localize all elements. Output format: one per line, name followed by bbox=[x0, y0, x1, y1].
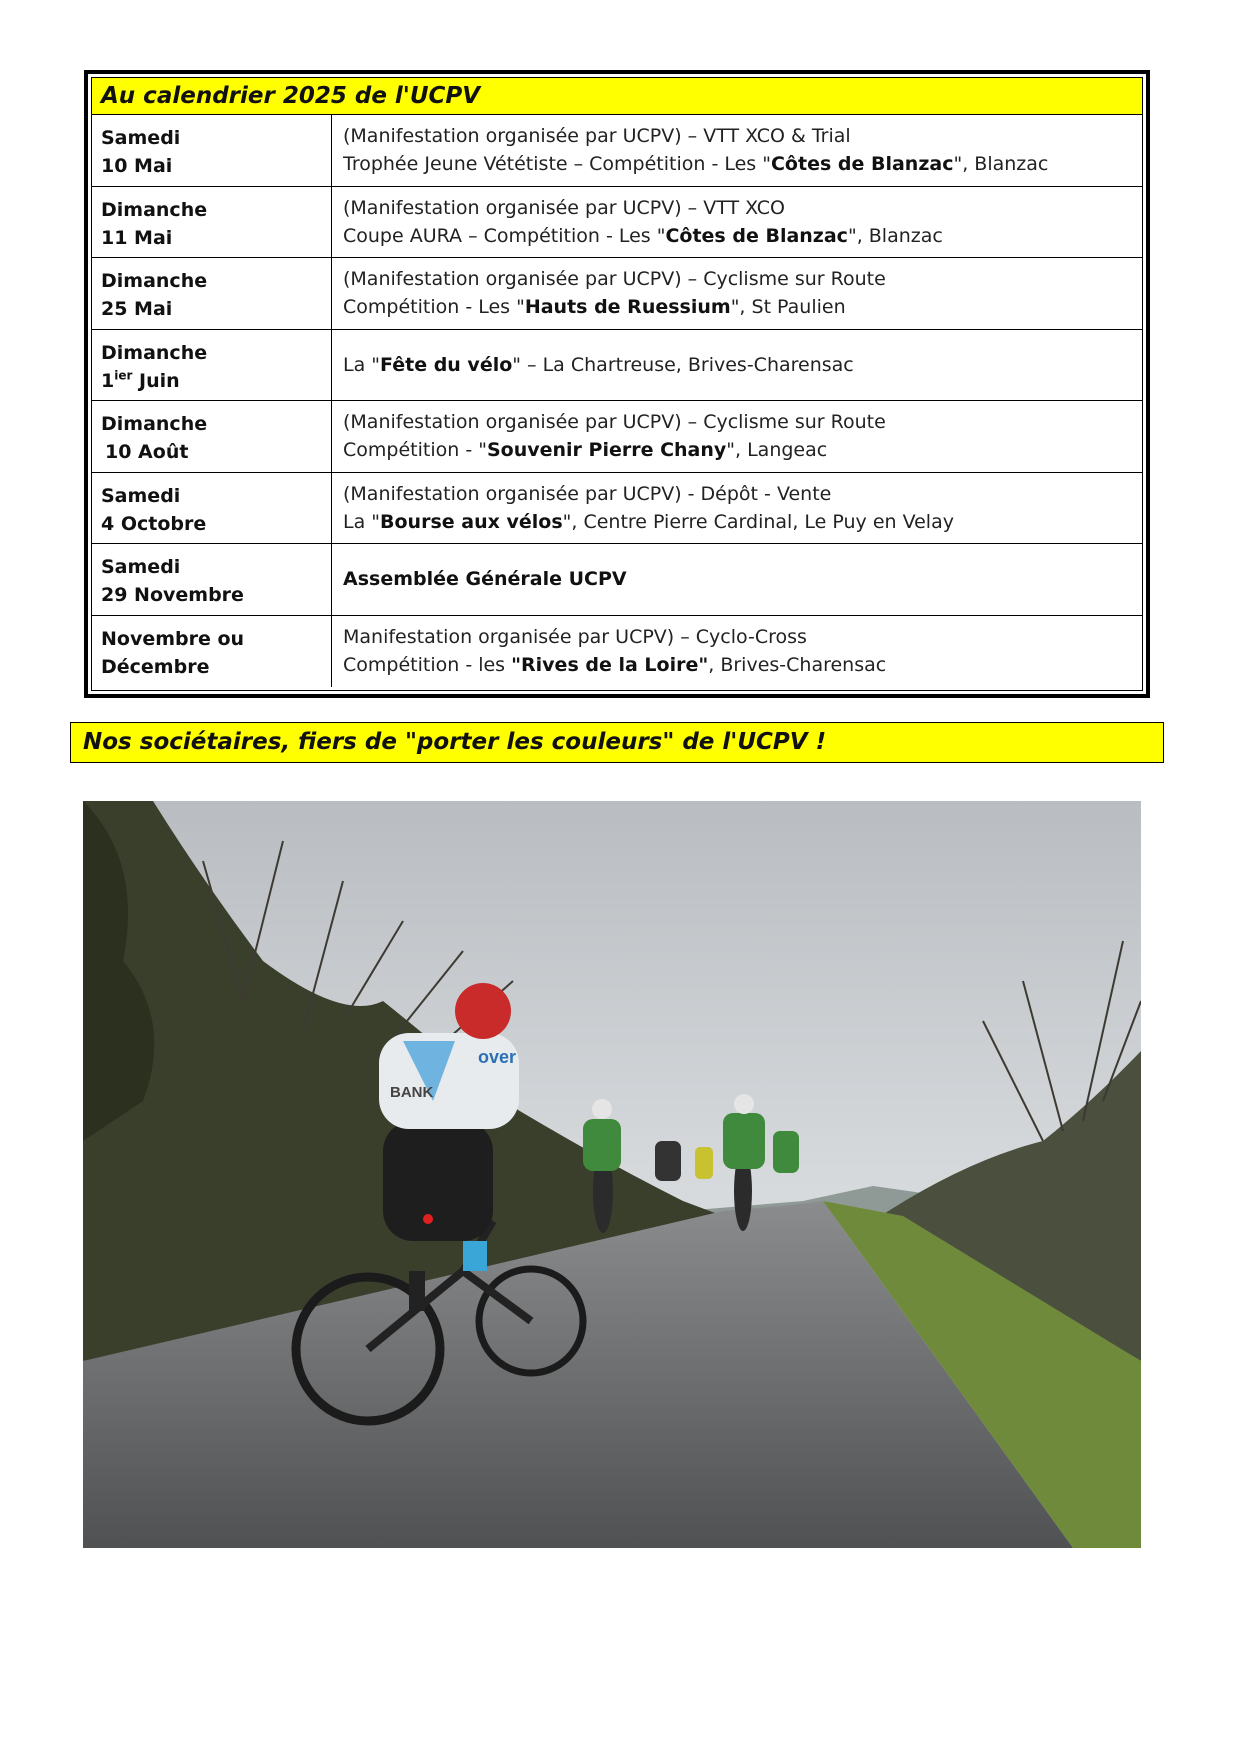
event-line-1: (Manifestation organisée par UCPV) – VTT XCO & Trial bbox=[343, 125, 851, 148]
cyclists-illustration bbox=[83, 801, 1141, 1548]
event-date bbox=[92, 616, 332, 688]
event-description bbox=[332, 115, 1142, 186]
cyclists-photo bbox=[83, 801, 1141, 1548]
event-day: Dimanche bbox=[101, 198, 208, 221]
event-day: Samedi bbox=[101, 127, 181, 149]
event-line-1: (Manifestation organisée par UCPV) – Cyclisme sur Route bbox=[343, 268, 886, 291]
event-date bbox=[92, 401, 332, 472]
event-day: Samedi bbox=[101, 484, 181, 507]
event-day: Dimanche bbox=[101, 341, 208, 364]
event-description bbox=[332, 401, 1142, 472]
event-line-1: La "Fête du vélo" – La Chartreuse, Brives-Charensac bbox=[343, 353, 854, 376]
calendar-title: Au calendrier 2025 de l'UCPV bbox=[92, 78, 1142, 115]
jersey-text-over: over bbox=[478, 1047, 517, 1067]
event-day: Dimanche bbox=[101, 413, 208, 435]
event-day: Novembre ou bbox=[101, 627, 245, 650]
event-description bbox=[332, 258, 1142, 329]
event-line-2: La "Bourse aux vélos", Centre Pierre Cardinal, Le Puy en Velay bbox=[343, 510, 954, 533]
section-banner: Nos sociétaires, fiers de "porter les couleurs" de l'UCPV ! bbox=[70, 722, 1164, 763]
calendar-row bbox=[92, 401, 1142, 473]
event-date-value: 10 Août bbox=[105, 441, 189, 463]
jersey-text-bank: BANK bbox=[390, 1084, 434, 1101]
event-line-1: (Manifestation organisée par UCPV) – VTT XCO bbox=[343, 196, 785, 219]
calendar-row bbox=[92, 473, 1142, 545]
event-date-value: 25 Mai bbox=[101, 298, 173, 320]
event-day: Samedi bbox=[101, 556, 181, 578]
event-line-1: (Manifestation organisée par UCPV) – Cyclisme sur Route bbox=[343, 411, 886, 434]
event-description bbox=[332, 473, 1142, 544]
event-date-value: 29 Novembre bbox=[101, 584, 244, 606]
event-day: Dimanche bbox=[101, 270, 208, 292]
event-date bbox=[92, 258, 332, 329]
event-date-value: $1^{ier}$ Juin bbox=[101, 368, 180, 392]
event-line-2: Compétition - Les "Hauts de Ruessium", St Paulien bbox=[343, 296, 846, 319]
event-line-1: Assemblée Générale UCPV bbox=[343, 568, 627, 591]
event-line-2: Trophée Jeune Vététiste – Compétition - Les "Côtes de Blanzac", Blanzac bbox=[343, 153, 1049, 176]
event-line-1: Manifestation organisée par UCPV) – Cyclo-Cross bbox=[343, 626, 807, 649]
event-date-value: 10 Mai bbox=[101, 155, 173, 177]
calendar-row bbox=[92, 115, 1142, 187]
calendar-row bbox=[92, 616, 1142, 688]
calendar-inner bbox=[91, 77, 1143, 691]
event-date-value: Décembre bbox=[101, 655, 210, 678]
calendar-row bbox=[92, 258, 1142, 330]
event-line-2: Coupe AURA – Compétition - Les "Côtes de Blanzac", Blanzac bbox=[343, 224, 943, 247]
event-line-2: Compétition - les "Rives de la Loire", Brives-Charensac bbox=[343, 654, 887, 677]
event-description bbox=[332, 330, 1142, 401]
calendar-row bbox=[92, 187, 1142, 259]
calendar-row bbox=[92, 544, 1142, 616]
event-description bbox=[332, 187, 1142, 258]
event-date bbox=[92, 330, 332, 401]
event-line-1: (Manifestation organisée par UCPV) - Dépôt - Vente bbox=[343, 482, 832, 505]
event-date bbox=[92, 544, 332, 615]
event-date-value: 4 Octobre bbox=[101, 512, 207, 535]
event-description bbox=[332, 544, 1142, 615]
event-date-value: 11 Mai bbox=[101, 226, 173, 249]
event-date bbox=[92, 187, 332, 258]
event-line-2: Compétition - "Souvenir Pierre Chany", Langeac bbox=[343, 439, 828, 462]
event-date bbox=[92, 115, 332, 186]
event-description bbox=[332, 616, 1142, 688]
calendar-table bbox=[84, 70, 1150, 698]
calendar-row bbox=[92, 330, 1142, 402]
event-date bbox=[92, 473, 332, 544]
